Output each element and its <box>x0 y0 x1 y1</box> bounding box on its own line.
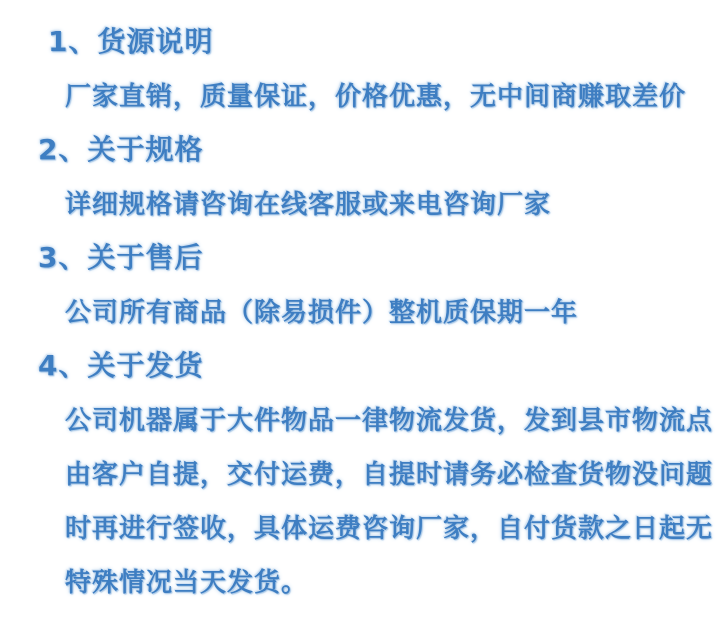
section-heading: 2、关于规格 <box>38 133 204 166</box>
section-body-line: 特殊情况当天发货。 <box>65 567 309 598</box>
section-source-description <box>0 13 719 121</box>
section-body-line: 公司所有商品（除易损件）整机质保期一年 <box>65 297 579 328</box>
section-body-line: 公司机器属于大件物品一律物流发货，发到县市物流点 <box>65 405 714 436</box>
section-body-line: 由客户自提，交付运费，自提时请务必检查货物没问题 <box>65 459 714 490</box>
section-heading: 1、货源说明 <box>48 25 214 58</box>
section-heading: 4、关于发货 <box>38 349 204 382</box>
section-body-line: 厂家直销，质量保证，价格优惠，无中间商赚取差价 <box>65 81 687 112</box>
section-body-line: 时再进行签收，具体运费咨询厂家，自付货款之日起无 <box>65 513 714 544</box>
section-after-sales <box>0 229 719 337</box>
section-specifications <box>0 121 719 229</box>
section-body-line: 详细规格请咨询在线客服或来电咨询厂家 <box>65 189 552 220</box>
section-heading: 3、关于售后 <box>38 241 204 274</box>
section-shipping <box>0 337 719 607</box>
